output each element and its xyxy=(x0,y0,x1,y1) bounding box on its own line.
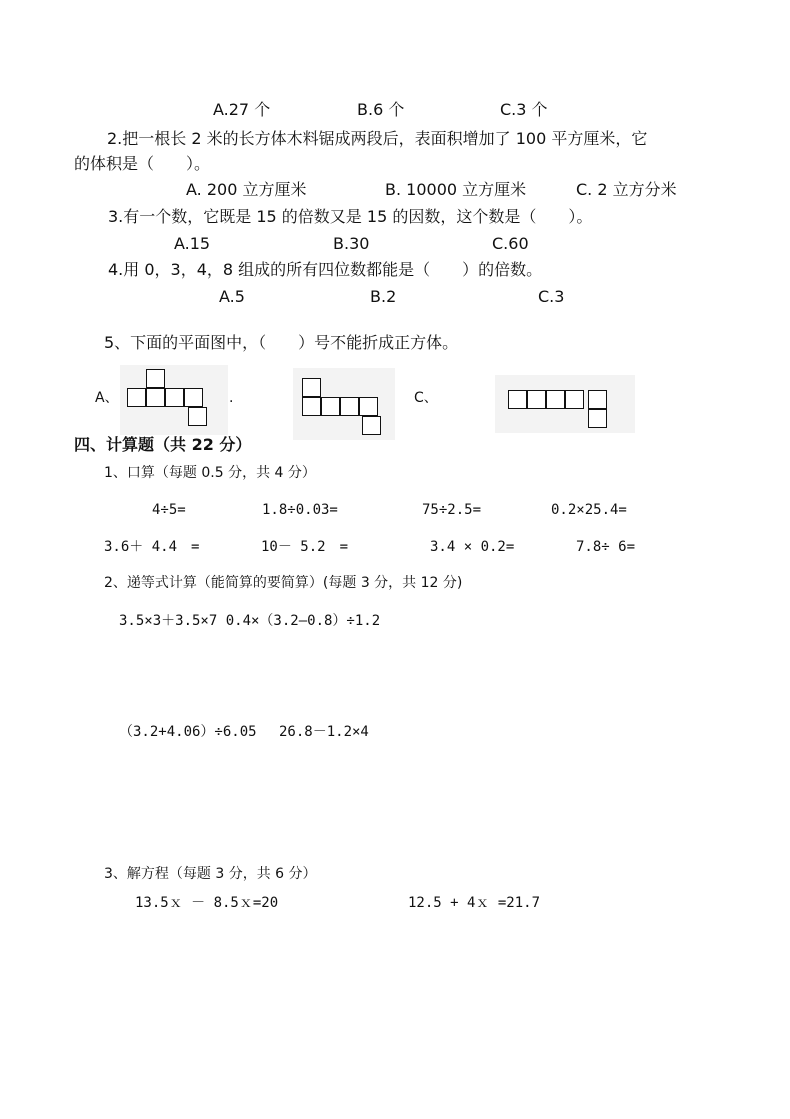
q4-option-a: A.5 xyxy=(219,287,245,306)
q1-option-a: A.27 个 xyxy=(213,100,271,119)
q4-option-c: C.3 xyxy=(538,287,565,306)
q5-label-a: A、 xyxy=(95,390,119,406)
oral-calc-item: 4÷5= xyxy=(152,502,186,518)
q3-option-a: A.15 xyxy=(174,234,211,253)
oral-calc-item: 7.8÷ 6= xyxy=(576,539,636,555)
q3-option-b: B.30 xyxy=(333,234,370,253)
q4-question: 4.用 0，3，4，8 组成的所有四位数都能是（ ）的倍数。 xyxy=(108,260,543,279)
q5-label-c: C、 xyxy=(414,390,438,406)
q1-option-b: B.6 个 xyxy=(357,100,405,119)
section-4-title: 四、计算题（共 22 分） xyxy=(74,435,252,454)
oral-calc-item: 10－ 5.2 = xyxy=(261,539,349,555)
oral-calc-item: 75÷2.5= xyxy=(422,502,482,518)
oral-calc-item: 3.4 × 0.2= xyxy=(430,539,515,555)
q2-option-b: B. 10000 立方厘米 xyxy=(385,180,527,199)
stepwise-calc-row1: 3.5×3＋3.5×7 0.4×（3.2—0.8）÷1.2 xyxy=(119,613,381,629)
q2-option-a: A. 200 立方厘米 xyxy=(186,180,307,199)
q1-option-c: C.3 个 xyxy=(500,100,548,119)
oral-calc-item: 3.6＋ 4.4 = xyxy=(104,539,200,555)
q3-question: 3.有一个数，它既是 15 的倍数又是 15 的因数，这个数是（ ）。 xyxy=(108,207,593,226)
q2-question-line1: 2.把一根长 2 米的长方体木料锯成两段后，表面积增加了 100 平方厘米，它 xyxy=(107,129,648,148)
equation-2: 12.5 + 4ｘ =21.7 xyxy=(408,895,541,911)
q2-question-line2: 的体积是（ ）。 xyxy=(74,154,211,173)
q2-option-c: C. 2 立方分米 xyxy=(576,180,677,199)
oral-calc-item: 0.2×25.4= xyxy=(551,502,627,518)
oral-calc-item: 1.8÷0.03= xyxy=(262,502,338,518)
equation-title: 3、解方程（每题 3 分，共 6 分） xyxy=(104,866,317,882)
q4-option-b: B.2 xyxy=(370,287,397,306)
q3-option-c: C.60 xyxy=(492,234,529,253)
oral-calc-title: 1、口算（每题 0.5 分，共 4 分） xyxy=(104,465,316,481)
stepwise-calc-row2: （3.2+4.06）÷6.05 26.8－1.2×4 xyxy=(119,724,369,740)
equation-1: 13.5ｘ － 8.5ｘ=20 xyxy=(135,895,279,911)
q5-question: 5、下面的平面图中，（ ）号不能折成正方体。 xyxy=(104,333,459,352)
q5-label-dot: . xyxy=(229,390,234,406)
stepwise-calc-title: 2、递等式计算（能简算的要简算）(每题 3 分，共 12 分) xyxy=(104,575,463,591)
